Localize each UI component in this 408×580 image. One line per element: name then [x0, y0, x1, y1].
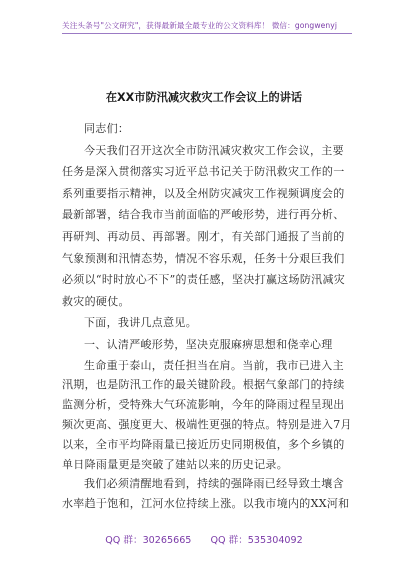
section-heading-1: 一、认清严峻形势，坚决克服麻痹思想和侥幸心理: [84, 337, 333, 351]
header-notice: 关注头条号"公文研究"，获得最新最全最专业的公文资料库！ 微信：gongwenyj: [62, 21, 338, 30]
footer-qq-group-2: QQ 群：535304092: [210, 535, 303, 546]
paragraph-transition: 下面，我讲几点意见。: [84, 316, 197, 330]
document-body: [62, 118, 352, 514]
document-title: 在XX市防汛减灾救灾工作会议上的讲话: [105, 91, 303, 104]
footer-contacts: [0, 532, 408, 546]
paragraph-warning: 我们必须清醒地看到，持续的强降雨已经导致土壤含水率趋于饱和，江河水位持续上涨。以我市境内的XX河和: [62, 477, 350, 511]
paragraph-intro: 今天我们召开这次全市防汛减灾救灾工作会议，主要任务是深入贯彻落实习近平总书记关于防汛救灾工作的一系列重要指示精神，以及全州防灾减灾工作视频调度会的最新部署，结合我市当前面临的严峻形势，进行再分析、再研判、再动员、再部署。刚才，有关部门通报了当前的气象预测和汛情态势，情况不容乐观，任务十分艰巨我们必须以“时时放心不下”的责任感，坚决打赢这场防汛减灾救灾的硬仗。: [62, 143, 346, 308]
header-divider: [62, 33, 352, 34]
paragraph-situation: 生命重于泰山，责任担当在肩。当前，我市已进入主汛期，也是防汛工作的最关键阶段。根据气象部门的持续监测分析，受特殊大气环流影响，今年的降雨过程呈现出频次更高、强度更大、极端性更强的特点。特别是进入7月以来，全市平均降雨量已接近历史同期极值，多个乡镇的单日降雨量更是突破了建站以来的历史记录。: [62, 358, 352, 471]
footer-qq-group-1: QQ 群：30265665: [105, 535, 192, 546]
salutation: 同志们：: [84, 122, 130, 135]
